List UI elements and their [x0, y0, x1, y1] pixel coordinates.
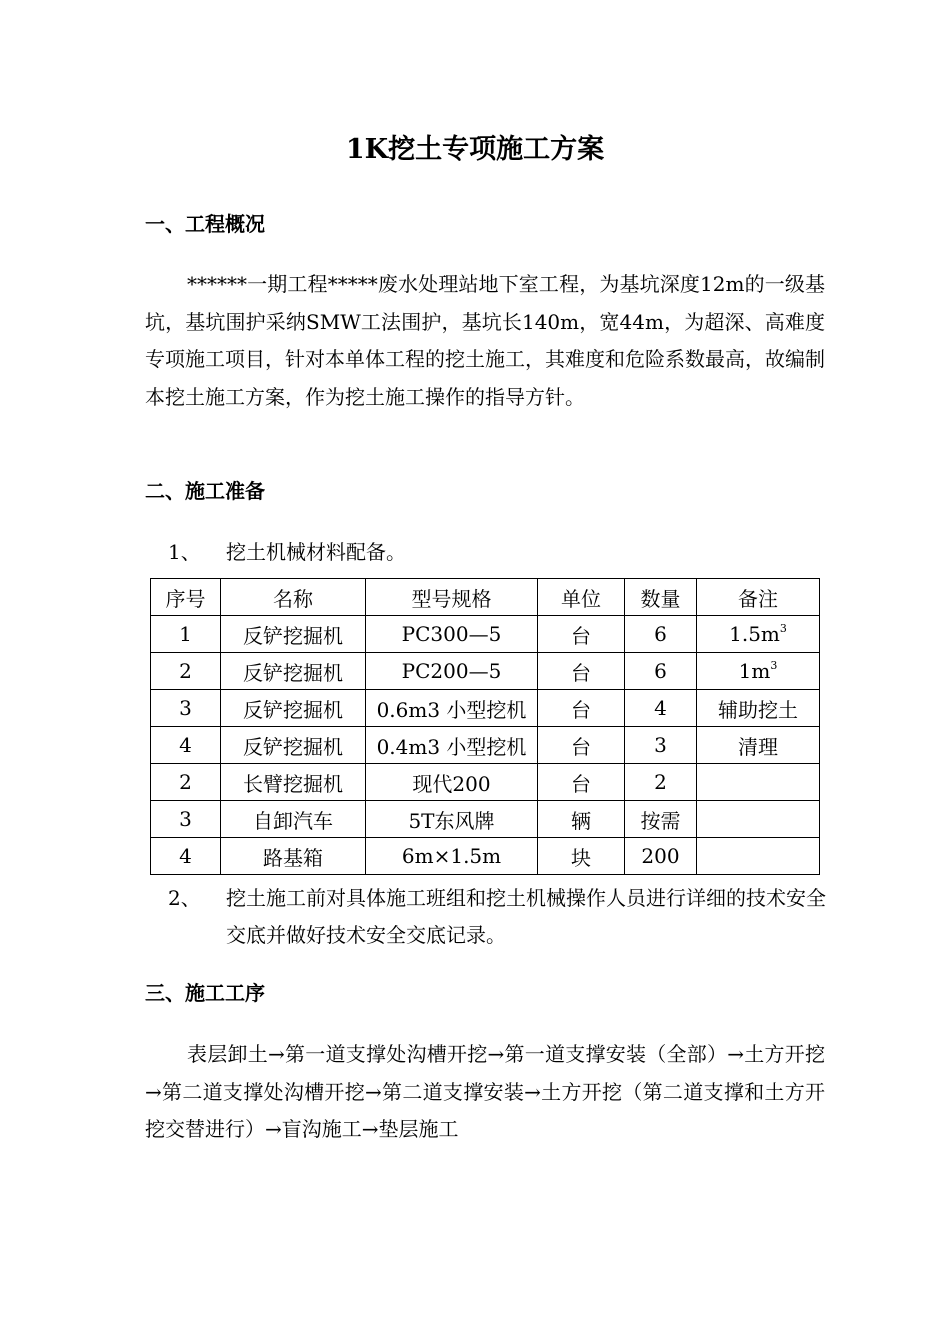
- equipment-table: [150, 578, 820, 875]
- table-cell: 1: [151, 616, 221, 653]
- table-cell: [697, 653, 820, 690]
- table-cell: [697, 838, 820, 875]
- table-cell: 现代200: [366, 764, 538, 801]
- table-cell: 4: [151, 727, 221, 764]
- table-cell: 台: [538, 616, 625, 653]
- table-cell: 台: [538, 727, 625, 764]
- header-cell: 型号规格: [366, 579, 538, 616]
- table-cell: 3: [151, 801, 221, 838]
- table-cell: 2: [151, 653, 221, 690]
- table-cell: 路基箱: [221, 838, 366, 875]
- table-header-row: [151, 579, 820, 616]
- header-cell: 数量: [625, 579, 697, 616]
- cell-superscript: 3: [779, 622, 787, 635]
- list-item-text: 挖土施工前对具体施工班组和挖土机械操作人员进行详细的技术安全交底并做好技术安全交底记录。: [226, 886, 826, 947]
- table-cell: 4: [151, 838, 221, 875]
- table-cell: PC300—5: [366, 616, 538, 653]
- table-cell: [697, 801, 820, 838]
- table-cell: 反铲挖掘机: [221, 690, 366, 727]
- table-cell: 5T东风牌: [366, 801, 538, 838]
- table-cell: 块: [538, 838, 625, 875]
- table-row: [151, 838, 820, 875]
- header-cell: 备注: [697, 579, 820, 616]
- procedure-paragraph: 表层卸土→第一道支撑处沟槽开挖→第一道支撑安装（全部）→土方开挖→第二道支撑处沟槽开挖→第二道支撑安装→土方开挖（第二道支撑和土方开挖交替进行）→盲沟施工→垫层施工: [145, 1042, 825, 1141]
- table-row: [151, 801, 820, 838]
- table-cell: 辆: [538, 801, 625, 838]
- table-cell: 反铲挖掘机: [221, 727, 366, 764]
- table-cell: 反铲挖掘机: [221, 653, 366, 690]
- header-cell: 单位: [538, 579, 625, 616]
- table-cell: 6m×1.5m: [366, 838, 538, 875]
- list-item: [168, 880, 828, 954]
- section-heading-overview: 一、工程概况: [145, 212, 265, 236]
- table-cell: [697, 616, 820, 653]
- table-cell: 2: [625, 764, 697, 801]
- table-cell: 200: [625, 838, 697, 875]
- header-cell: 名称: [221, 579, 366, 616]
- table-cell: [697, 764, 820, 801]
- table-cell: 3: [151, 690, 221, 727]
- table-cell: 按需: [625, 801, 697, 838]
- table-cell: 自卸汽车: [221, 801, 366, 838]
- list-item: [168, 534, 828, 571]
- table-cell: 清理: [697, 727, 820, 764]
- table-row: [151, 764, 820, 801]
- cell-value: 1.5m: [729, 622, 780, 646]
- table-cell: 0.6m3 小型挖机: [366, 690, 538, 727]
- cell-value: 1m: [738, 659, 771, 683]
- list-item-number: 2、: [168, 886, 201, 910]
- table-cell: 6: [625, 616, 697, 653]
- table-row: [151, 727, 820, 764]
- table-cell: 台: [538, 653, 625, 690]
- table-cell: 0.4m3 小型挖机: [366, 727, 538, 764]
- header-cell: 序号: [151, 579, 221, 616]
- cell-superscript: 3: [770, 659, 778, 672]
- list-item-number: 1、: [168, 540, 201, 564]
- table-cell: 辅助挖土: [697, 690, 820, 727]
- table-row: [151, 690, 820, 727]
- table-cell: PC200—5: [366, 653, 538, 690]
- table-cell: 4: [625, 690, 697, 727]
- list-item-text: 挖土机械材料配备。: [226, 540, 406, 564]
- table-row: [151, 616, 820, 653]
- table-cell: 台: [538, 764, 625, 801]
- table-cell: 2: [151, 764, 221, 801]
- document-title: 1K挖土专项施工方案: [345, 134, 605, 165]
- section-heading-procedure: 三、施工工序: [145, 981, 265, 1005]
- table-row: [151, 653, 820, 690]
- table-cell: 6: [625, 653, 697, 690]
- table-cell: 反铲挖掘机: [221, 616, 366, 653]
- table-cell: 台: [538, 690, 625, 727]
- section-heading-preparation: 二、施工准备: [145, 479, 265, 503]
- table-cell: 长臂挖掘机: [221, 764, 366, 801]
- table-cell: 3: [625, 727, 697, 764]
- overview-paragraph: ******一期工程*****废水处理站地下室工程，为基坑深度12m的一级基坑，基坑围护采纳SMW工法围护，基坑长140m，宽44m，为超深、高难度专项施工项目，针对本单体工程的挖土施工，其难度和危险系数最高，故编制本挖土施工方案，作为挖土施工操作的指导方针。: [145, 272, 825, 409]
